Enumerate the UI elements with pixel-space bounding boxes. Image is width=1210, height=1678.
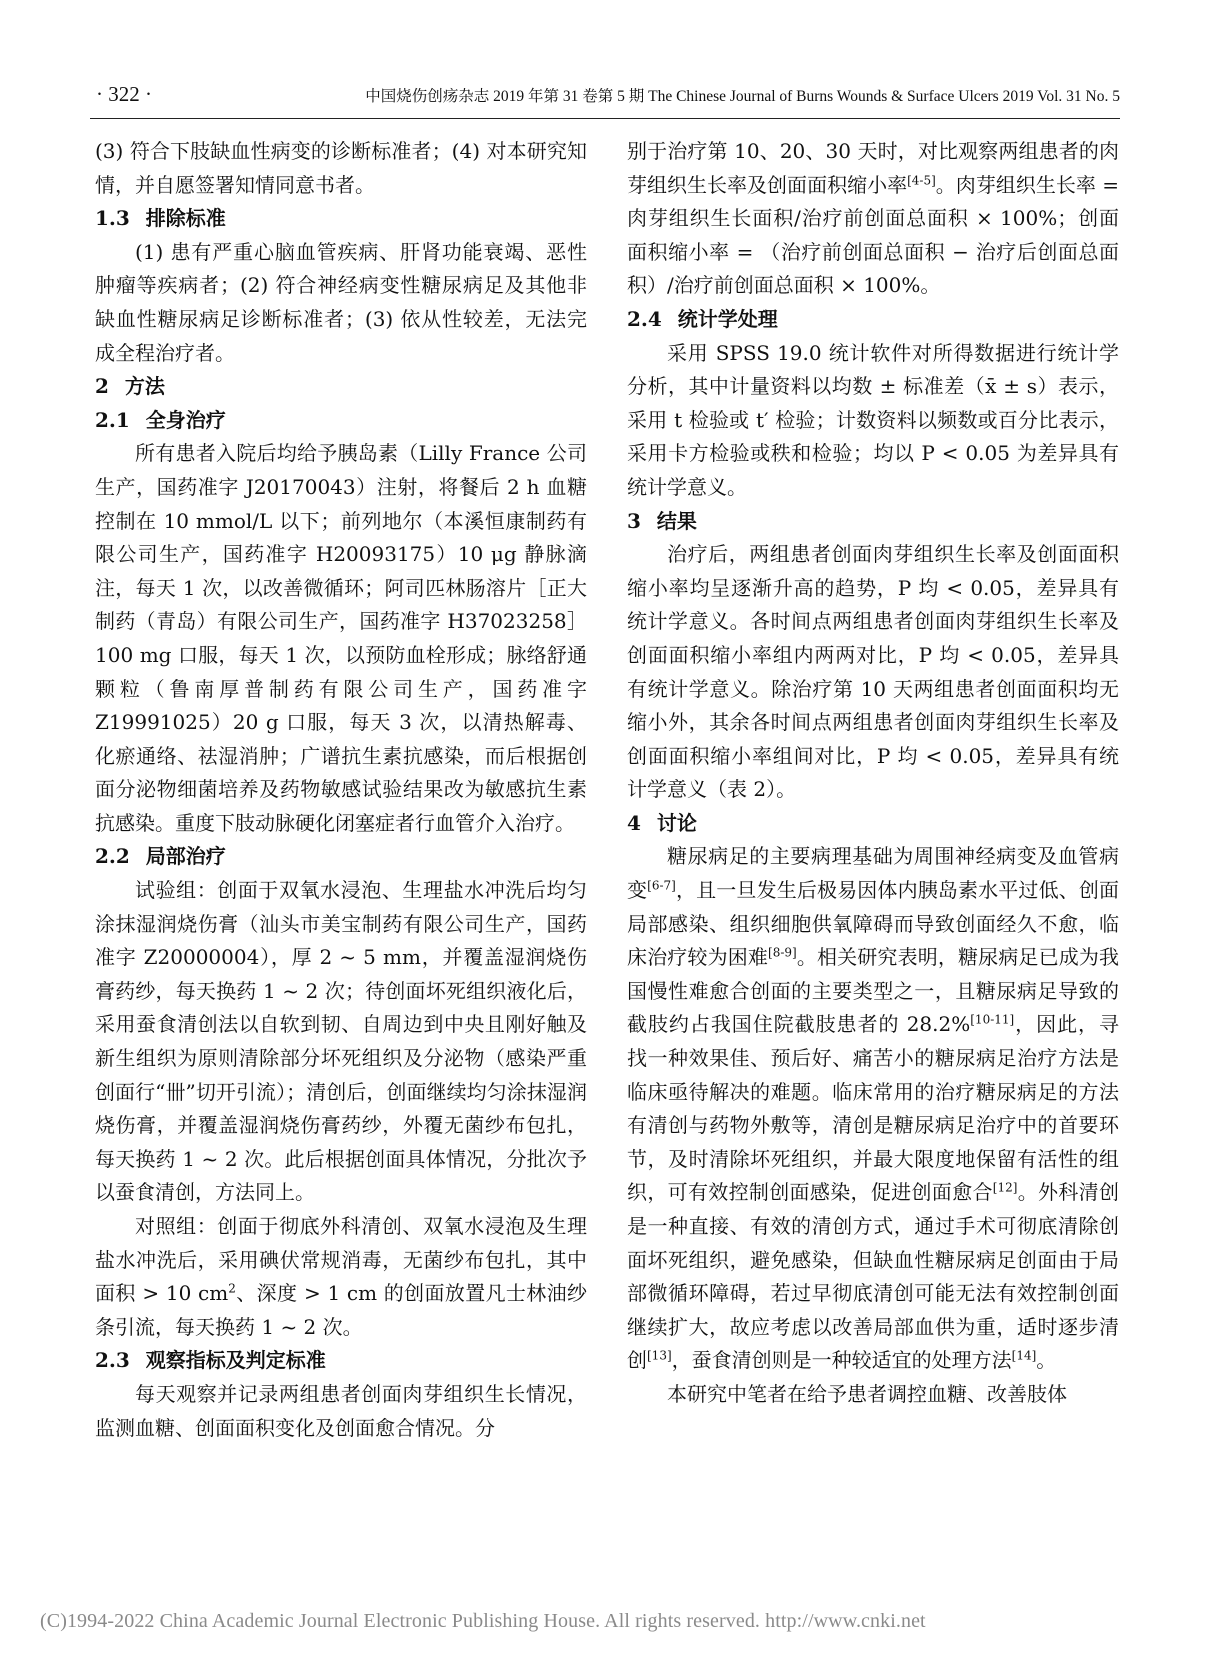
right-column bbox=[627, 135, 1119, 1412]
section-heading-2-2: 2.2 局部治疗 bbox=[95, 844, 226, 869]
paragraph: (3) 符合下肢缺血性病变的诊断标准者；(4) 对本研究知情，并自愿签署知情同意书者。 bbox=[95, 139, 587, 197]
section-heading-2-4: 2.4 统计学处理 bbox=[627, 306, 778, 331]
section-heading-2-1: 2.1 全身治疗 bbox=[95, 407, 226, 432]
paragraph: 所有患者入院后均给予胰岛素（Lilly France 公司生产，国药准字 J20170043）注射，将餐后 2 h 血糖控制在 10 mmol/L 以下；前列地尔（本溪恒康制药有限公司生产，国药准字 H20093175）10 μg 静脉滴注，每天 1 次，以改善微循环；阿司匹林肠溶片［正大制药（青岛）有限公司生产，国药准字 H37023258］100 mg 口服，每天 1 次，以预防血栓形成；脉络舒通颗粒（鲁南厚普制药有限公司生产，国药准字 Z19991025）20 g 口服，每天 3 次，以清热解毒、化瘀通络、祛湿消肿；广谱抗生素抗感染，而后根据创面分泌物细菌培养及药物敏感试验结果改为敏感抗生素抗感染。重度下肢动脉硬化闭塞症者行血管介入治疗。 bbox=[95, 441, 587, 835]
section-heading-4: 4 讨论 bbox=[627, 810, 697, 835]
copyright-footer: (C)1994-2022 China Academic Journal Electronic Publishing House. All rights reserved. http://www.cnki.net bbox=[40, 1610, 926, 1632]
paragraph: 每天观察并记录两组患者创面肉芽组织生长情况，监测血糖、创面面积变化及创面愈合情况。分 bbox=[95, 1381, 587, 1440]
paragraph: 治疗后，两组患者创面肉芽组织生长率及创面面积缩小率均呈逐渐升高的趋势，P 均 < 0.05，差异具有统计学意义。各时间点两组患者创面肉芽组织生长率及创面面积缩小率组内两两对比，P 均 < 0.05，差异具有统计学意义。除治疗第 10 天两组患者创面面积均无缩小外，其余各时间点两组患者创面肉芽组织生长率及创面面积缩小率组间对比，P 均 < 0.05，差异具有统计学意义（表 2）。 bbox=[627, 542, 1119, 802]
paragraph: 糖尿病足的主要病理基础为周围神经病变及血管病变[6-7]，且一旦发生后极易因体内胰岛素水平过低、创面局部感染、组织细胞供氧障碍而导致创面经久不愈，临床治疗较为困难[8-9]。相关研究表明，糖尿病足已成为我国慢性难愈合创面的主要类型之一，且糖尿病足导致的截肢约占我国住院截肢患者的 28.2%[10-11]，因此，寻找一种效果佳、预后好、痛苦小的糖尿病足治疗方法是临床亟待解决的难题。临床常用的治疗糖尿病足的方法有清创与药物外敷等，清创是糖尿病足治疗中的首要环节，及时清除坏死组织，并最大限度地保留有活性的组织，可有效控制创面感染，促进创面愈合[12]。外科清创是一种直接、有效的清创方式，通过手术可彻底清除创面坏死组织，避免感染，但缺血性糖尿病足创面由于局部微循环障碍，若过早彻底清创可能无法有效控制创面继续扩大，故应考虑以改善局部血供为重，适时逐步清创[13]，蚕食清创则是一种较适宜的处理方法[14]。 bbox=[627, 844, 1120, 1373]
paragraph: 本研究中笔者在给予患者调控血糖、改善肢体 bbox=[667, 1381, 1067, 1406]
section-heading-2: 2 方法 bbox=[95, 374, 165, 399]
section-heading-1-3: 1.3 排除标准 bbox=[95, 206, 226, 231]
page-number: · 322 · bbox=[96, 82, 152, 106]
paragraph: 对照组：创面于彻底外科清创、双氧水浸泡及生理盐水冲洗后，采用碘伏常规消毒，无菌纱布包扎，其中面积 > 10 $cm^2$、深度 > 1 cm 的创面放置凡士林油纱条引流，每天换药 1 ~ 2 次。 bbox=[95, 1214, 588, 1339]
paragraph: 采用 SPSS 19.0 统计软件对所得数据进行统计学分析，其中计量资料以均数 ± 标准差（x̄ ± s）表示，采用 t 检验或 t′ 检验；计数资料以频数或百分比表示，采用卡方检验或秩和检验；均以 P < 0.05 为差异具有统计学意义。 bbox=[627, 340, 1119, 499]
page-header bbox=[90, 78, 1120, 119]
paragraph: (1) 患有严重心脑血管疾病、肝肾功能衰竭、恶性肿瘤等疾病者；(2) 符合神经病变性糖尿病足及其他非缺血性糖尿病足诊断标准者；(3) 依从性较差，无法完成全程治疗者。 bbox=[95, 239, 587, 365]
paragraph: 别于治疗第 10、20、30 天时，对比观察两组患者的肉芽组织生长率及创面面积缩小率[4-5]。肉芽组织生长率 = 肉芽组织生长面积/治疗前创面总面积 × 100%；创面面积缩小率 = （治疗前创面总面积 − 治疗后创面总面积）/治疗前创面总面积 × 100%。 bbox=[627, 139, 1119, 298]
journal-title: 中国烧伤创疡杂志 2019 年第 31 卷第 5 期 The Chinese Journal of Burns Wounds & Surface Ulcers 2019 Vol. 31 No. 5 bbox=[365, 88, 1120, 105]
section-heading-2-3: 2.3 观察指标及判定标准 bbox=[95, 1348, 326, 1373]
section-heading-3: 3 结果 bbox=[627, 508, 697, 533]
paragraph: 试验组：创面于双氧水浸泡、生理盐水冲洗后均匀涂抹湿润烧伤膏（汕头市美宝制药有限公司生产，国药准字 Z20000004），厚 2 ~ 5 mm，并覆盖湿润烧伤膏药纱，每天换药 1 ~ 2 次；待创面坏死组织液化后，采用蚕食清创法以自软到韧、自周边到中央且刚好触及新生组织为原则清除部分坏死组织及分泌物（感染严重创面行“卌”切开引流）；清创后，创面继续均匀涂抹湿润烧伤膏，并覆盖湿润烧伤膏药纱，外覆无菌纱布包扎，每天换药 1 ~ 2 次。此后根据创面具体情况，分批次予以蚕食清创，方法同上。 bbox=[95, 878, 587, 1205]
left-column bbox=[95, 135, 587, 1445]
